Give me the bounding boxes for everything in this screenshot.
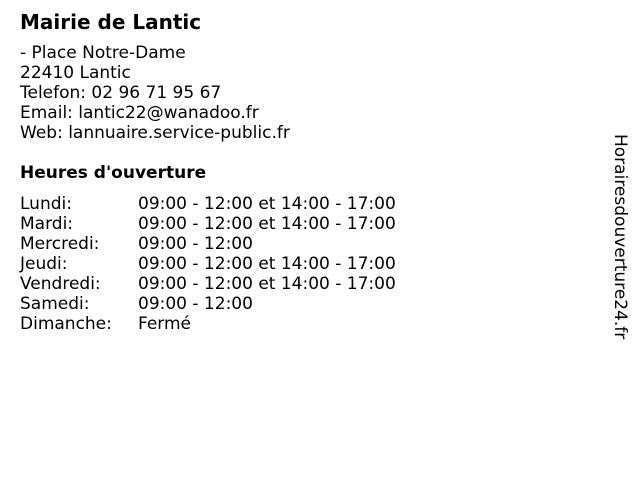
- city-line: 22410 Lantic: [20, 63, 131, 83]
- day-label: Vendredi:: [20, 274, 101, 294]
- day-hours: Fermé: [138, 314, 192, 334]
- day-hours: 09:00 - 12:00: [138, 234, 253, 254]
- day-label: Mercredi:: [20, 234, 100, 254]
- hours-row-samedi: [20, 294, 440, 314]
- day-label: Lundi:: [20, 194, 72, 214]
- day-label: Dimanche:: [20, 314, 112, 334]
- day-label: Samedi:: [20, 294, 90, 314]
- web-line: Web: lannuaire.service-public.fr: [20, 123, 290, 143]
- hours-row-lundi: [20, 194, 440, 214]
- day-hours: 09:00 - 12:00 et 14:00 - 17:00: [138, 274, 396, 294]
- email-line: Email: lantic22@wanadoo.fr: [20, 103, 259, 123]
- day-label: Jeudi:: [20, 254, 68, 274]
- hours-row-dimanche: [20, 314, 440, 334]
- day-hours: 09:00 - 12:00 et 14:00 - 17:00: [138, 194, 396, 214]
- hours-row-vendredi: [20, 274, 440, 294]
- address-line: - Place Notre-Dame: [20, 43, 186, 63]
- contact-block: [20, 43, 290, 143]
- hours-row-mardi: [20, 214, 440, 234]
- day-hours: 09:00 - 12:00: [138, 294, 253, 314]
- hours-title: Heures d'ouverture: [20, 163, 207, 183]
- day-label: Mardi:: [20, 214, 74, 234]
- phone-line: Telefon: 02 96 71 95 67: [20, 83, 222, 103]
- hours-list: [20, 194, 440, 334]
- hours-row-jeudi: [20, 254, 440, 274]
- day-hours: 09:00 - 12:00 et 14:00 - 17:00: [138, 214, 396, 234]
- site-watermark: Horairesdouverture24.fr: [610, 134, 630, 340]
- page-title: Mairie de Lantic: [20, 10, 202, 34]
- day-hours: 09:00 - 12:00 et 14:00 - 17:00: [138, 254, 396, 274]
- hours-row-mercredi: [20, 234, 440, 254]
